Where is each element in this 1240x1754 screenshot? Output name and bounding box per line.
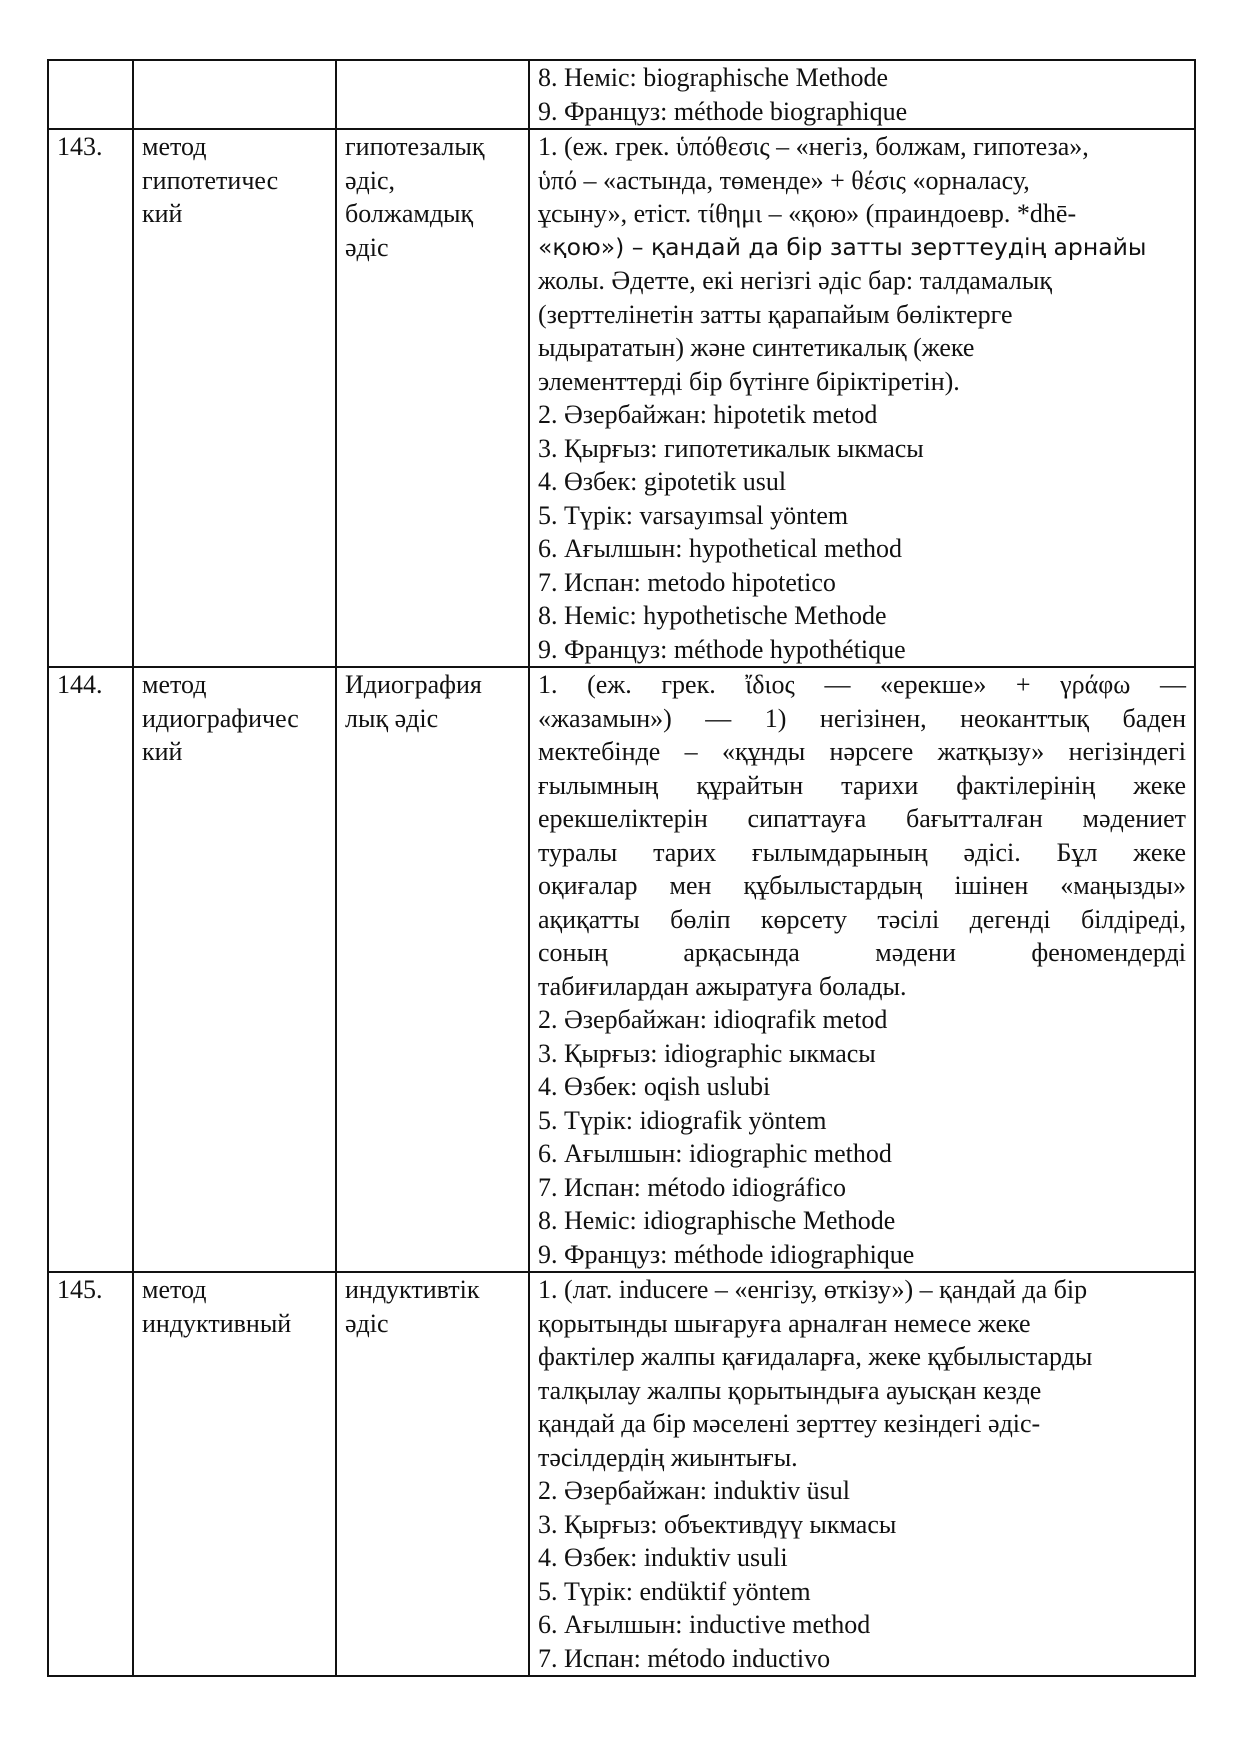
term-kazakh [336, 60, 529, 129]
translation-line: 7. Испан: método idiográfico [538, 1172, 846, 1202]
translation-line: 7. Испан: metodo hipotetico [538, 567, 836, 597]
translation-line: 9. Француз: méthode hypothétique [538, 634, 906, 664]
definition-line: талқылау жалпы қорытындыға ауысқан кезде [538, 1375, 1042, 1405]
definition-line: туралы тарих ғылымдарының әдісі. Бұл жеке [538, 837, 1186, 867]
definition-line: ғылымның құрайтын тарихи фактілерінің жеке [538, 770, 1186, 800]
translation-line: 4. Өзбек: gipotetik usul [538, 467, 787, 496]
definition-line: табиғилардан ажыратуға болады. [538, 971, 907, 1001]
definition-cell [529, 1272, 1195, 1676]
translation-line: 5. Түрік: varsayımsal yöntem [538, 500, 849, 530]
definition-cell [529, 667, 1195, 1272]
translation-line: 8. Неміс: biographische Methode [538, 63, 889, 92]
translation-line: 2. Әзербайжан: idioqrafik metod [538, 1005, 888, 1034]
entry-number: 144. [48, 667, 133, 1272]
translation-line: 5. Түрік: endüktif yöntem [538, 1576, 811, 1606]
translation-line: 4. Өзбек: oqish uslubi [538, 1072, 771, 1101]
table-row [48, 60, 1195, 129]
definition-line: оқиғалар мен құбылыстардың ішінен «маңызды» [538, 871, 1186, 900]
definition-line: мектебінде – «құнды нәрсеге жатқызу» негізіндегі [538, 737, 1186, 766]
term-kazakh: Идиография лық әдіс [336, 667, 529, 1272]
definition-line: 1. (еж. грек. ἴδιος — «ерекше» + γράφω — [538, 670, 1186, 699]
translation-line: 3. Қырғыз: объективдүү ыкмасы [538, 1509, 897, 1539]
translation-line: 8. Неміс: idiographische Methode [538, 1206, 896, 1235]
entry-number: 145. [48, 1272, 133, 1676]
definition-line: ерекшеліктерін сипаттауға бағытталған мәдениет [538, 804, 1186, 833]
glossary-table [47, 59, 1196, 1677]
definition-line: соның арқасында мәдени феномендерді [538, 938, 1186, 967]
definition-line: элементтерді бір бүтінге біріктіретін). [538, 366, 960, 396]
definition-line: қорытынды шығаруға арналған немесе жеке [538, 1308, 1031, 1338]
entry-number: 143. [48, 129, 133, 667]
translation-line: 9. Француз: méthode idiographique [538, 1239, 915, 1269]
term-kazakh: индуктивтік әдіс [336, 1272, 529, 1676]
definition-line: ὑπό – «астында, төменде» + θέσις «орналасу, [538, 165, 1030, 195]
definition-line: «қою») – қандай да бір затты зерттеудің арнайы [538, 232, 1147, 261]
definition-line: ыдырататын) және синтетикалық (жеке [538, 333, 975, 362]
term-russian [133, 60, 336, 129]
translation-line: 8. Неміс: hypothetische Methode [538, 601, 887, 630]
translation-line: 4. Өзбек: induktiv usuli [538, 1543, 788, 1572]
definition-line: қандай да бір мәселені зерттеу кезіндегі әдіс- [538, 1409, 1041, 1438]
definition-line: 1. (еж. грек. ὑπόθεσις – «негіз, болжам, гипотеза», [538, 132, 1089, 161]
entry-number [48, 60, 133, 129]
term-russian: метод индуктивный [133, 1272, 336, 1676]
definition-line: ұсыну», етіст. τίθημι – «қою» (праиндоевр. *dhē- [538, 199, 1077, 228]
translation-line: 5. Түрік: idiografik yöntem [538, 1105, 827, 1135]
definition-line: тәсілдердің жиынтығы. [538, 1442, 798, 1472]
definition-line: (зерттелінетін затты қарапайым бөліктерге [538, 299, 1013, 329]
translation-line: 2. Әзербайжан: induktiv üsul [538, 1476, 850, 1505]
translation-line: 7. Испан: método inductivo [538, 1643, 831, 1673]
translation-line: 3. Қырғыз: гипотетикалык ыкмасы [538, 433, 924, 463]
translation-line: 3. Қырғыз: idiographic ыкмасы [538, 1038, 876, 1068]
definition-line: ақиқатты бөліп көрсету тәсілі дегенді білдіреді, [538, 904, 1186, 934]
translation-line: 9. Француз: méthode biographique [538, 96, 908, 126]
definition-line: жолы. Әдетте, екі негізгі әдіс бар: талдамалық [538, 266, 1052, 295]
definition-line: «жазамын») — 1) негізінен, неоканттық баден [538, 703, 1186, 733]
definition-line: 1. (лат. inducere – «енгізу, өткізу») – қандай да бір [538, 1275, 1088, 1304]
term-kazakh: гипотезалық әдіс, болжамдық әдіс [336, 129, 529, 667]
table-row [48, 129, 1195, 667]
definition-cell [529, 129, 1195, 667]
definition-line: фактілер жалпы қағидаларға, жеке құбылыстарды [538, 1342, 1093, 1371]
translation-line: 6. Ағылшын: inductive method [538, 1610, 871, 1639]
term-russian: метод гипотетичес кий [133, 129, 336, 667]
table-row [48, 667, 1195, 1272]
translation-line: 6. Ағылшын: idiographic method [538, 1139, 892, 1168]
definition-cell [529, 60, 1195, 129]
table-row [48, 1272, 1195, 1676]
term-russian: метод идиографичес кий [133, 667, 336, 1272]
translation-line: 2. Әзербайжан: hipotetik metod [538, 400, 878, 429]
translation-line: 6. Ағылшын: hypothetical method [538, 534, 903, 563]
